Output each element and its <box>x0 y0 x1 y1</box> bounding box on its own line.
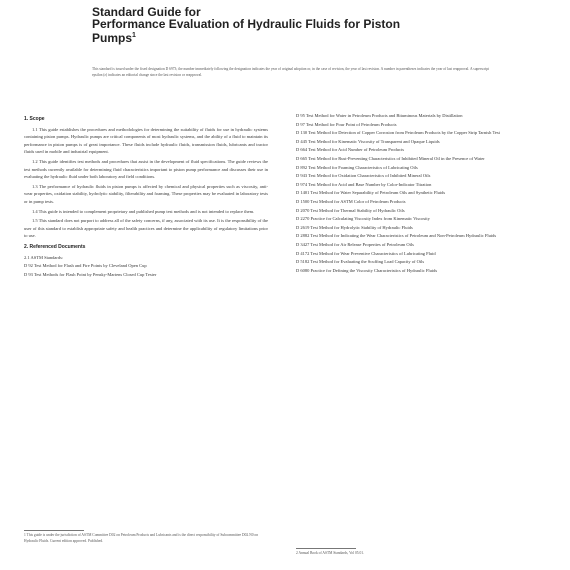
reference-item: D 1401 Test Method for Water Separability of Petroleum Oils and Synthetic Fluids <box>296 190 446 196</box>
reference-item: D 2270 Practice for Calculating Viscosity Index from Kinematic Viscosity <box>296 216 430 222</box>
document-title <box>92 6 512 44</box>
reference-item: D 943 Test Method for Oxidation Characteristics of Inhibited Mineral Oils <box>296 173 431 179</box>
scope-paragraph: 1.1 This guide establishes the procedures and methodologies for determining the suitability of fluids for use in hydraulic systems containing piston pumps. Hydraulic pumps are critical components of most hydraulic systems, and the ability of a fluid to maintain its performance in piston pumps is of great importance. These fluids include hydraulic fluids, transmission fluids, lubricants and tractor fluids used in mobile and industrial equipment. <box>24 126 268 155</box>
reference-item: D 95 Test Method for Water in Petroleum Products and Bituminous Materials by Distillation <box>296 113 463 118</box>
reference-item: D 4172 Test Method for Wear Preventive Characteristics of Lubricating Fluid <box>296 250 436 256</box>
reference-item: D 665 Test Method for Rust-Preventing Characteristics of Inhibited Mineral Oil in the Presence of Water <box>296 155 485 161</box>
section-1-heading: 1. Scope <box>24 116 45 122</box>
title-footnote-mark: 1 <box>132 32 136 39</box>
issuance-statement: This standard is issued under the fixed designation D 6973; the number immediately following the designation indicates the year of original adoption or, in the case of revision, the year of last revision. A number in parentheses indicates the year of last reapproval. A superscript epsilon (ε) indicates an editorial change since the last revision or reapproval. <box>92 67 490 77</box>
title-line-3-text: Pumps <box>92 31 133 45</box>
reference-item: D 974 Test Method for Acid and Base Number by Color-Indicator Titration <box>296 181 432 187</box>
section-2-heading: 2. Referenced Documents <box>24 243 86 250</box>
footnote-left: 1 This guide is under the jurisdiction of ASTM Committee D02 on Petroleum Products and Lubricants and is the direct responsibility of Subcommittee D02.N0 on Hydraulic Fluids. Current edition approved. Published. <box>24 533 258 543</box>
right-column <box>296 112 540 275</box>
footnote-right: 2 Annual Book of ASTM Standards, Vol 05.01. <box>296 551 364 555</box>
title-line-1: Standard Guide for <box>92 5 201 19</box>
reference-item: D 92 Test Method for Flash and Fire Points by Cleveland Open Cup <box>24 263 147 269</box>
reference-item: D 3427 Test Method for Air Release Properties of Petroleum Oils <box>296 241 414 247</box>
reference-item: D 6080 Practice for Defining the Viscosity Characteristics of Hydraulic Fluids <box>296 267 438 273</box>
reference-item: D 1500 Test Method for ASTM Color of Petroleum Products <box>296 198 406 204</box>
scope-paragraph: 1.2 This guide identifies test methods and procedures that assist in the development of fluid specifications. The guide reviews the test methods currently available for determining fluid characteristics important to piston pump performance and discusses their use in evaluating the hydraulic fluid under both laboratory and field conditions. <box>24 158 268 180</box>
title-line-3 <box>92 30 512 44</box>
reference-item: D 2619 Test Method for Hydrolytic Stability of Hydraulic Fluids <box>296 224 413 230</box>
footnote-rule-left <box>24 530 84 531</box>
reference-item: D 97 Test Method for Pour Point of Petroleum Products <box>296 121 397 127</box>
reference-item: D 5182 Test Method for Evaluating the Scuffing Load Capacity of Oils <box>296 259 425 265</box>
scope-paragraph: 1.4 This guide is intended to complement proprietary and published pump test methods and is not intended to replace them. <box>32 208 255 214</box>
scope-paragraph: 1.5 This standard does not purport to address all of the safety concerns, if any, associated with its use. It is the responsibility of the user of this standard to establish appropriate safety and health practices and determine the applicability of regulatory limitations prior to use. <box>24 218 268 239</box>
reference-item: D 130 Test Method for Detection of Copper Corrosion from Petroleum Products by the Copper Strip Tarnish Test <box>296 130 500 136</box>
title-line-2: Performance Evaluation of Hydraulic Fluids for Piston <box>92 17 401 31</box>
reference-item: 2.1 ASTM Standards: <box>24 254 64 260</box>
footnote-rule-right <box>296 548 356 549</box>
left-column <box>24 112 268 279</box>
scope-paragraph: 1.3 The performance of hydraulic fluids in piston pumps is affected by chemical and physical properties such as viscosity, anti-wear properties, oxidation stability, hydrolytic stability, filterability and foaming. These properties may be evaluated in laboratory tests or in pump tests. <box>24 183 268 204</box>
reference-item: D 93 Test Methods for Flash Point by Pensky-Martens Closed Cup Tester <box>24 271 157 277</box>
reference-item: D 664 Test Method for Acid Number of Petroleum Products <box>296 147 404 153</box>
reference-item: D 445 Test Method for Kinematic Viscosity of Transparent and Opaque Liquids <box>296 138 440 144</box>
reference-item: D 892 Test Method for Foaming Characteristics of Lubricating Oils <box>296 164 418 170</box>
reference-item: D 2882 Test Method for Indicating the Wear Characteristics of Petroleum and Non-Petroleum Hydraulic Fluids <box>296 233 497 239</box>
reference-item: D 2070 Test Method for Thermal Stability of Hydraulic Oils <box>296 207 405 213</box>
